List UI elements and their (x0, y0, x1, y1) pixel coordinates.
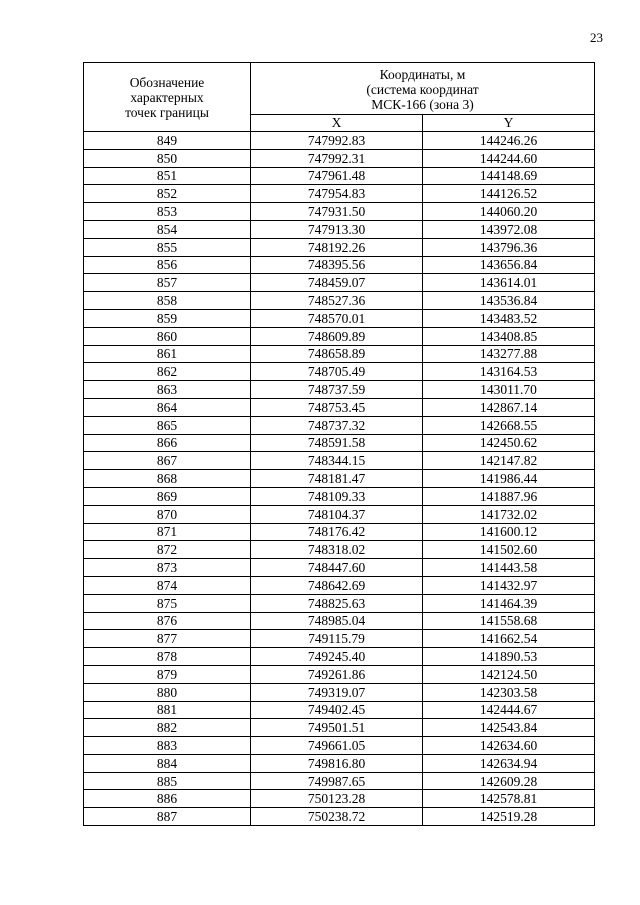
point-cell: 854 (84, 220, 251, 238)
point-cell: 858 (84, 292, 251, 310)
point-cell: 879 (84, 665, 251, 683)
y-cell: 142609.28 (423, 772, 595, 790)
point-cell: 864 (84, 398, 251, 416)
table-row (84, 559, 595, 577)
y-cell: 141887.96 (423, 487, 595, 505)
x-cell: 750238.72 (251, 808, 423, 826)
y-cell: 143972.08 (423, 220, 595, 238)
point-cell: 852 (84, 185, 251, 203)
point-cell: 853 (84, 203, 251, 221)
point-cell: 860 (84, 327, 251, 345)
header-x: X (251, 115, 423, 132)
header-coords-line-1: Координаты, м (379, 67, 466, 82)
point-cell: 869 (84, 487, 251, 505)
x-cell: 748609.89 (251, 327, 423, 345)
table-row (84, 665, 595, 683)
y-cell: 141432.97 (423, 576, 595, 594)
x-cell: 747913.30 (251, 220, 423, 238)
y-cell: 143277.88 (423, 345, 595, 363)
x-cell: 748705.49 (251, 363, 423, 381)
header-point-line-3: точек границы (125, 104, 209, 120)
table-row (84, 238, 595, 256)
y-cell: 144246.26 (423, 132, 595, 150)
page-number: 23 (590, 30, 603, 45)
table-row (84, 274, 595, 292)
y-cell: 141443.58 (423, 559, 595, 577)
point-cell: 884 (84, 754, 251, 772)
x-cell: 749661.05 (251, 737, 423, 755)
y-cell: 142303.58 (423, 683, 595, 701)
header-coords-line-2: (система координат (366, 82, 479, 97)
point-cell: 856 (84, 256, 251, 274)
y-cell: 144148.69 (423, 167, 595, 185)
x-cell: 749501.51 (251, 719, 423, 737)
y-cell: 141464.39 (423, 594, 595, 612)
y-cell: 143483.52 (423, 309, 595, 327)
y-cell: 142634.60 (423, 737, 595, 755)
table-row (84, 808, 595, 826)
coordinates-table (83, 62, 595, 826)
x-cell: 749245.40 (251, 648, 423, 666)
x-cell: 748753.45 (251, 398, 423, 416)
x-cell: 748181.47 (251, 470, 423, 488)
point-cell: 887 (84, 808, 251, 826)
y-cell: 144060.20 (423, 203, 595, 221)
header-coordinates (251, 63, 595, 115)
table-row (84, 416, 595, 434)
table-row (84, 683, 595, 701)
point-cell: 851 (84, 167, 251, 185)
header-coords-line-3: МСК-166 (зона 3) (371, 97, 474, 112)
x-cell: 750123.28 (251, 790, 423, 808)
y-cell: 141986.44 (423, 470, 595, 488)
table-row (84, 790, 595, 808)
x-cell: 749261.86 (251, 665, 423, 683)
table-row (84, 434, 595, 452)
table-row (84, 737, 595, 755)
y-cell: 143164.53 (423, 363, 595, 381)
point-cell: 883 (84, 737, 251, 755)
y-cell: 143536.84 (423, 292, 595, 310)
point-cell: 868 (84, 470, 251, 488)
x-cell: 747992.31 (251, 149, 423, 167)
table-row (84, 754, 595, 772)
y-cell: 142147.82 (423, 452, 595, 470)
point-cell: 863 (84, 381, 251, 399)
table-row (84, 772, 595, 790)
table-row (84, 576, 595, 594)
x-cell: 748395.56 (251, 256, 423, 274)
x-cell: 748318.02 (251, 541, 423, 559)
point-cell: 886 (84, 790, 251, 808)
y-cell: 143796.36 (423, 238, 595, 256)
x-cell: 748658.89 (251, 345, 423, 363)
point-cell: 870 (84, 505, 251, 523)
y-cell: 141732.02 (423, 505, 595, 523)
y-cell: 142578.81 (423, 790, 595, 808)
x-cell: 748104.37 (251, 505, 423, 523)
point-cell: 881 (84, 701, 251, 719)
x-cell: 748192.26 (251, 238, 423, 256)
point-cell: 866 (84, 434, 251, 452)
y-cell: 142450.62 (423, 434, 595, 452)
point-cell: 876 (84, 612, 251, 630)
header-point-designation (84, 63, 251, 132)
point-cell: 855 (84, 238, 251, 256)
y-cell: 142543.84 (423, 719, 595, 737)
x-cell: 748527.36 (251, 292, 423, 310)
table-row (84, 149, 595, 167)
point-cell: 861 (84, 345, 251, 363)
point-cell: 867 (84, 452, 251, 470)
point-cell: 862 (84, 363, 251, 381)
y-cell: 143011.70 (423, 381, 595, 399)
point-cell: 850 (84, 149, 251, 167)
x-cell: 748344.15 (251, 452, 423, 470)
x-cell: 748642.69 (251, 576, 423, 594)
table-row (84, 594, 595, 612)
table-row (84, 185, 595, 203)
point-cell: 849 (84, 132, 251, 150)
table-row (84, 612, 595, 630)
x-cell: 748109.33 (251, 487, 423, 505)
point-cell: 878 (84, 648, 251, 666)
table-row (84, 452, 595, 470)
y-cell: 144244.60 (423, 149, 595, 167)
point-cell: 871 (84, 523, 251, 541)
table-row (84, 470, 595, 488)
table-row (84, 505, 595, 523)
table-row (84, 292, 595, 310)
x-cell: 748591.58 (251, 434, 423, 452)
header-point-line-1: Обозначение (129, 74, 205, 90)
x-cell: 749987.65 (251, 772, 423, 790)
x-cell: 749816.80 (251, 754, 423, 772)
header-point-line-2: характерных (130, 89, 204, 105)
table-row (84, 256, 595, 274)
y-cell: 142124.50 (423, 665, 595, 683)
table-row (84, 363, 595, 381)
table-row (84, 381, 595, 399)
y-cell: 141600.12 (423, 523, 595, 541)
point-cell: 882 (84, 719, 251, 737)
x-cell: 748459.07 (251, 274, 423, 292)
point-cell: 865 (84, 416, 251, 434)
point-cell: 885 (84, 772, 251, 790)
table-row (84, 220, 595, 238)
y-cell: 143614.01 (423, 274, 595, 292)
table-row (84, 523, 595, 541)
y-cell: 142444.67 (423, 701, 595, 719)
x-cell: 749115.79 (251, 630, 423, 648)
x-cell: 748825.63 (251, 594, 423, 612)
table-row (84, 701, 595, 719)
table-row (84, 630, 595, 648)
x-cell: 748570.01 (251, 309, 423, 327)
y-cell: 143408.85 (423, 327, 595, 345)
point-cell: 873 (84, 559, 251, 577)
point-cell: 872 (84, 541, 251, 559)
x-cell: 748737.59 (251, 381, 423, 399)
point-cell: 859 (84, 309, 251, 327)
y-cell: 143656.84 (423, 256, 595, 274)
point-cell: 857 (84, 274, 251, 292)
y-cell: 141558.68 (423, 612, 595, 630)
y-cell: 141502.60 (423, 541, 595, 559)
table-row (84, 719, 595, 737)
table-row (84, 648, 595, 666)
x-cell: 748447.60 (251, 559, 423, 577)
table-row (84, 541, 595, 559)
x-cell: 747931.50 (251, 203, 423, 221)
table-row (84, 167, 595, 185)
x-cell: 747992.83 (251, 132, 423, 150)
table-row (84, 487, 595, 505)
table-body (84, 132, 595, 826)
x-cell: 747954.83 (251, 185, 423, 203)
table-row (84, 345, 595, 363)
point-cell: 874 (84, 576, 251, 594)
x-cell: 748176.42 (251, 523, 423, 541)
y-cell: 144126.52 (423, 185, 595, 203)
point-cell: 877 (84, 630, 251, 648)
y-cell: 141662.54 (423, 630, 595, 648)
table-row (84, 327, 595, 345)
y-cell: 141890.53 (423, 648, 595, 666)
y-cell: 142867.14 (423, 398, 595, 416)
x-cell: 749319.07 (251, 683, 423, 701)
x-cell: 748737.32 (251, 416, 423, 434)
table-row (84, 203, 595, 221)
point-cell: 875 (84, 594, 251, 612)
table-row (84, 309, 595, 327)
table-row (84, 132, 595, 150)
x-cell: 747961.48 (251, 167, 423, 185)
y-cell: 142519.28 (423, 808, 595, 826)
x-cell: 748985.04 (251, 612, 423, 630)
y-cell: 142668.55 (423, 416, 595, 434)
header-y: Y (423, 115, 595, 132)
point-cell: 880 (84, 683, 251, 701)
y-cell: 142634.94 (423, 754, 595, 772)
table-row (84, 398, 595, 416)
x-cell: 749402.45 (251, 701, 423, 719)
